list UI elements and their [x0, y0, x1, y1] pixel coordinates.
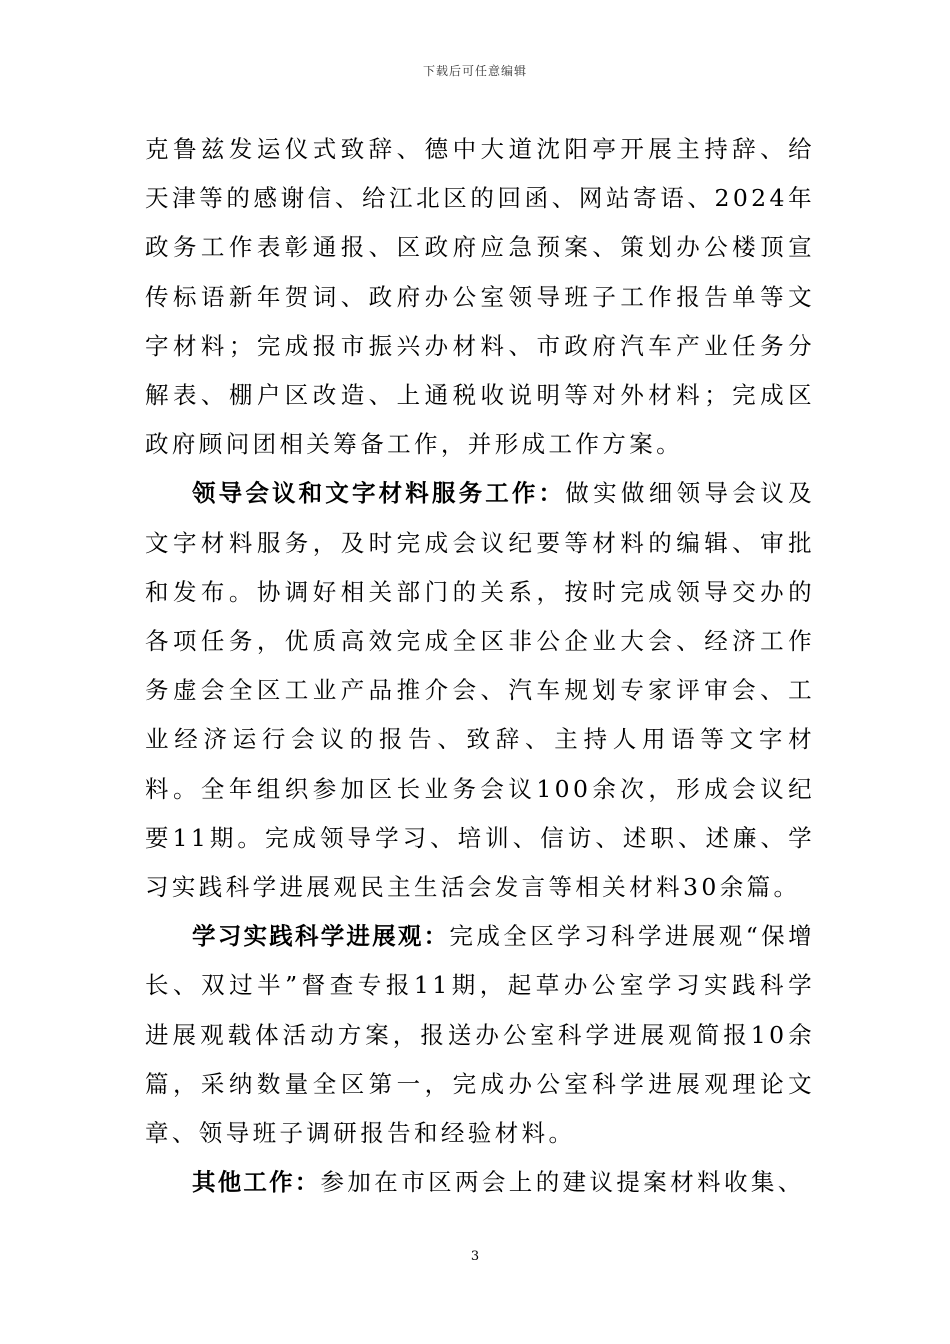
page-number: 3 — [470, 1249, 480, 1264]
paragraph-4 — [145, 1158, 815, 1207]
paragraph-4-text: 参加在市区两会上的建议提案材料收集、 — [320, 1168, 805, 1197]
paragraph-1-text: 克鲁兹发运仪式致辞、德中大道沈阳亭开展主持辞、给天津等的感谢信、给江北区的回函、网站寄语、2024年政务工作表彰通报、区政府应急预案、策划办公楼顶宣传标语新年贺词、政府办公室领导班子工作报告单等文字材料；完成报市振兴办材料、市政府汽车产业任务分解表、棚户区改造、上通税收说明等对外材料；完成区政府顾问团相关筹备工作，并形成工作方案。 — [145, 135, 815, 459]
paragraph-4-heading: 其他工作： — [192, 1168, 321, 1197]
paragraph-3-heading: 学习实践科学进展观： — [192, 922, 450, 951]
paragraph-3-text: 完成全区学习科学进展观“保增长、双过半”督查专报11期，起草办公室学习实践科学进展观载体活动方案，报送办公室科学进展观简报10余篇，采纳数量全区第一，完成办公室科学进展观理论文章、领导班子调研报告和经验材料。 — [145, 922, 815, 1148]
paragraph-3 — [145, 912, 815, 1158]
document-body — [145, 125, 815, 1207]
paragraph-2 — [145, 469, 815, 912]
paragraph-1 — [145, 125, 815, 469]
download-note: 下载后可任意编辑 — [422, 64, 527, 78]
paragraph-2-heading: 领导会议和文字材料服务工作： — [192, 479, 566, 508]
paragraph-2-text: 做实做细领导会议及文字材料服务，及时完成会议纪要等材料的编辑、审批和发布。协调好相关部门的关系，按时完成领导交办的各项任务，优质高效完成全区非公企业大会、经济工作务虚会全区工业产品推介会、汽车规划专家评审会、工业经济运行会议的报告、致辞、主持人用语等文字材料。全年组织参加区长业务会议100余次，形成会议纪要11期。完成领导学习、培训、信访、述职、述廉、学习实践科学进展观民主生活会发言等相关材料30余篇。 — [145, 479, 815, 902]
